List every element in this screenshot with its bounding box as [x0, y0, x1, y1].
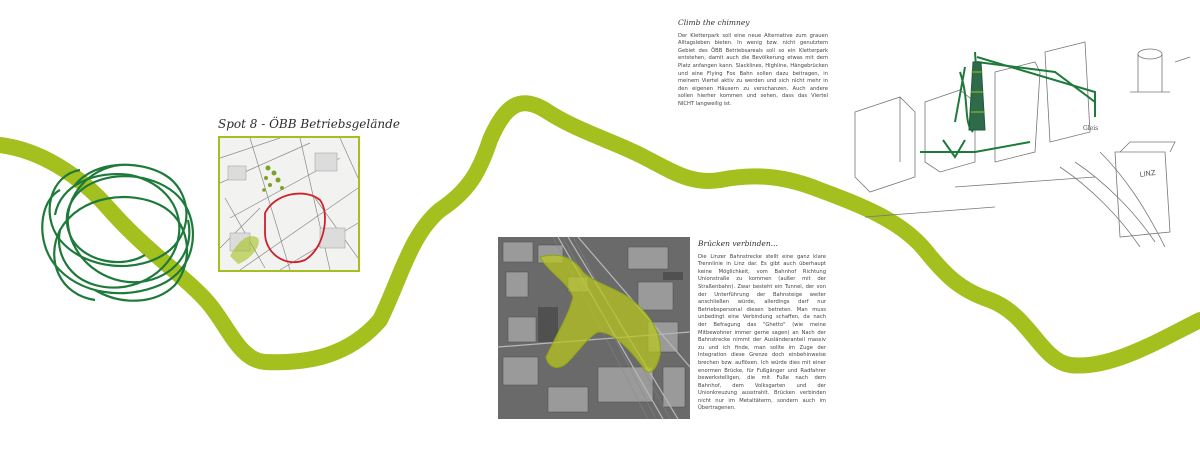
bridges-text-block — [698, 240, 826, 413]
map-drawing — [220, 138, 358, 270]
spot-map[interactable] — [218, 136, 360, 272]
climb-text-block — [678, 19, 828, 109]
sketch-sign-left: Gleis — [1083, 125, 1099, 132]
bridges-heading: Brücken verbinden... — [698, 239, 778, 248]
spot-title: Spot 8 - ÖBB Betriebsgelände — [218, 117, 400, 131]
aerial-drawing — [498, 237, 690, 419]
bridges-body: Die Linzer Bahnstrecke stellt eine ganz klare Trennlinie in Linz dar. Es gibt auch überhaupt keine Möglichkeit, vom Bahnhof Richtung Unionstraße zu kommen (außer mit der Straßenbahn). Zwar besteht ein Tunnel, der von der Unterführung der Bahnsteige weiter anschließen würde, allerdings darf nur Betriebspersonal diesen betreten. Man muss unbedingt eine Verbindung schaffen, da nach der Befragung das "Ghetto" (wie meine Mitbewohner immer gerne sagen) an Nach der Bahnstrecke nimmt der Ausländeranteil massiv zu und ich finde, man sollte im Zuge der Integration diese Grenze doch einbehinweise brechen bzw. auflösen. Ich würde dies mit einer enormen Brücke, für Fußgänger und Radfahrer bewerkstelligen, die mit Fuße nach dem Bahnhof, dem Volksgarten und der Unionkreuzung ausstrahlt. Brücken verbinden nicht nur im Metaltäterm, sondern auch im Übertragenen. — [698, 253, 826, 412]
climb-body: Der Kletterpark soll eine neue Alternative zum grauen Alltagsleben bieten. In wenig bzw. nicht genutztem Gebiet des ÖBB Betriebsareals soll so ein Kletterpark entstehen, damit auch die Bevölkerung etwas mit dem Platz anfangen kann. Slacklines, Highline, Hängebrücken und eine Flying Fox Bahn sollen dazu beitragen, in meinem Viertel aktiv zu werden und sich nicht mehr in den eigenen Häusern zu verschanzen. Auch andere sollen hierher kommen und sehen, dass das Viertel NICHT langweilig ist. — [678, 32, 828, 107]
aerial-photo[interactable] — [498, 237, 690, 419]
climb-heading: Climb the chimney — [678, 18, 750, 27]
climbing-park-sketch — [845, 12, 1195, 247]
sketch-sign-right: LINZ — [1139, 168, 1157, 179]
sketch-drawing — [845, 12, 1195, 247]
